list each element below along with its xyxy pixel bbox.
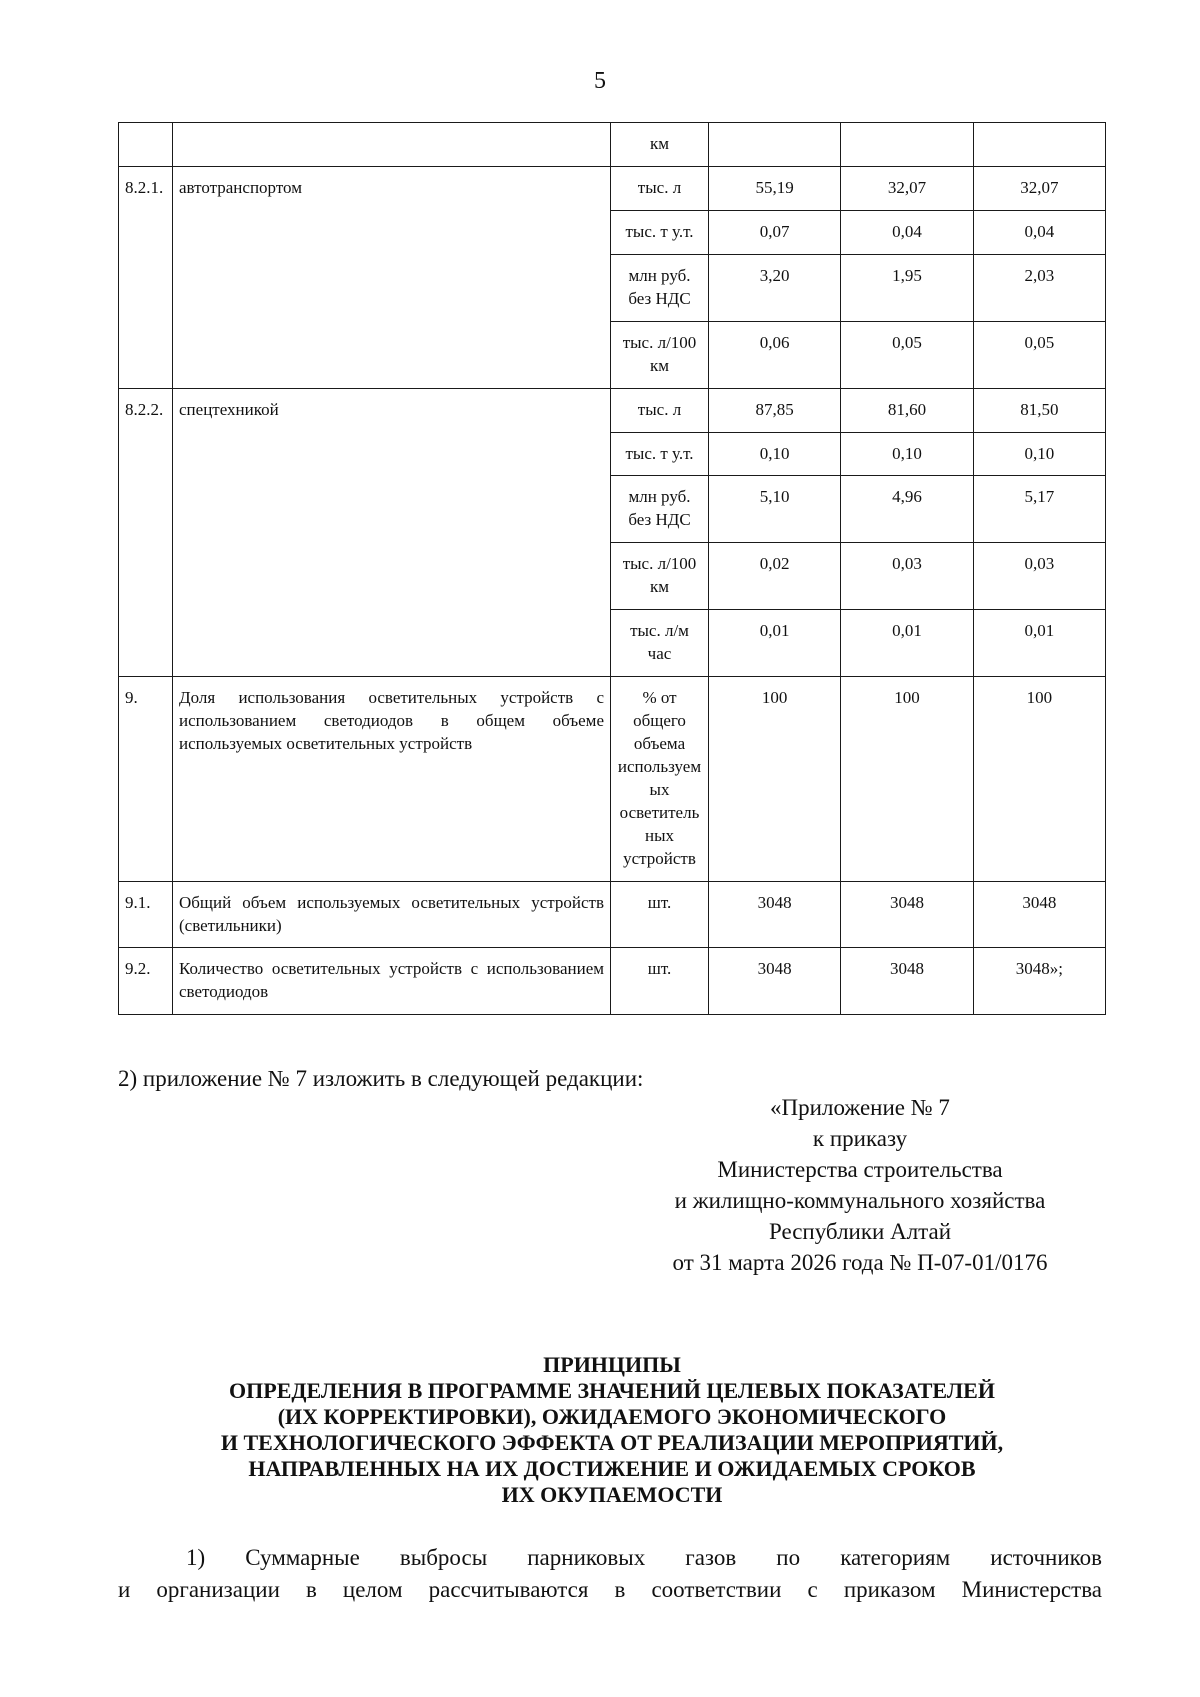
table-row: [119, 166, 1106, 210]
value-cell: 0,04: [841, 210, 973, 254]
indicator-name-cell: Количество осветительных устройств с использованием светодиодов: [173, 948, 611, 1015]
unit-cell: млн руб. без НДС: [611, 254, 709, 321]
page-number: 5: [594, 68, 606, 94]
unit-cell: тыс. л/м час: [611, 610, 709, 677]
unit-cell: шт.: [611, 948, 709, 1015]
paragraph-line: 1) Суммарные выбросы парниковых газов по категориям источников: [186, 1545, 1102, 1570]
indicators-table-body: [119, 123, 1106, 1015]
amendment-text: 2) приложение № 7 изложить в следующей редакции:: [118, 1066, 644, 1091]
paragraph-line: и организации в целом рассчитываются в соответствии с приказом Министерства: [118, 1577, 1102, 1602]
row-number-cell: 8.2.1.: [119, 166, 173, 388]
appendix-line: «Приложение № 7: [770, 1095, 950, 1120]
value-cell: [973, 123, 1105, 167]
value-cell: 3048: [841, 881, 973, 948]
unit-cell: шт.: [611, 881, 709, 948]
value-cell: 4,96: [841, 476, 973, 543]
value-cell: 0,01: [709, 610, 841, 677]
value-cell: 81,50: [973, 388, 1105, 432]
unit-cell: тыс. л: [611, 388, 709, 432]
value-cell: 0,03: [841, 543, 973, 610]
unit-cell: тыс. л/100 км: [611, 543, 709, 610]
unit-cell: тыс. л: [611, 166, 709, 210]
row-number-cell: 9.1.: [119, 881, 173, 948]
table-row: [119, 948, 1106, 1015]
value-cell: 55,19: [709, 166, 841, 210]
row-number-cell: 8.2.2.: [119, 388, 173, 677]
value-cell: 5,10: [709, 476, 841, 543]
unit-cell: тыс. т у.т.: [611, 432, 709, 476]
value-cell: 0,05: [973, 321, 1105, 388]
title-line: ПРИНЦИПЫ: [543, 1352, 681, 1377]
value-cell: 2,03: [973, 254, 1105, 321]
appendix-line: Республики Алтай: [768, 1219, 952, 1244]
value-cell: 0,10: [973, 432, 1105, 476]
value-cell: 5,17: [973, 476, 1105, 543]
row-number-cell: 9.2.: [119, 948, 173, 1015]
document-title: [118, 1352, 1106, 1508]
row-number-cell: 9.: [119, 677, 173, 882]
unit-cell: тыс. т у.т.: [611, 210, 709, 254]
value-cell: 0,01: [973, 610, 1105, 677]
table-row: [119, 388, 1106, 432]
value-cell: 81,60: [841, 388, 973, 432]
unit-cell: тыс. л/100 км: [611, 321, 709, 388]
body-paragraph: [118, 1542, 1102, 1606]
unit-cell: % от общего объема используем ых осветитель ных устройств: [611, 677, 709, 882]
value-cell: 1,95: [841, 254, 973, 321]
title-line: И ТЕХНОЛОГИЧЕСКОГО ЭФФЕКТА ОТ РЕАЛИЗАЦИИ МЕРОПРИЯТИЙ,: [220, 1430, 1004, 1455]
table-row: [119, 677, 1106, 882]
value-cell: 3048: [709, 881, 841, 948]
indicator-name-cell: [173, 123, 611, 167]
appendix-line: и жилищно-коммунального хозяйства: [674, 1188, 1046, 1213]
row-number-cell: [119, 123, 173, 167]
value-cell: 0,01: [841, 610, 973, 677]
unit-cell: млн руб. без НДС: [611, 476, 709, 543]
value-cell: 3048: [973, 881, 1105, 948]
appendix-line: от 31 марта 2026 года № П-07-01/0176: [672, 1250, 1048, 1275]
value-cell: 0,04: [973, 210, 1105, 254]
value-cell: 0,03: [973, 543, 1105, 610]
appendix-header: [600, 1092, 1120, 1278]
value-cell: 0,06: [709, 321, 841, 388]
indicator-name-cell: автотранспортом: [173, 166, 611, 388]
indicator-name-cell: Доля использования осветительных устройств с использованием светодиодов в общем объеме используемых осветительных устройств: [173, 677, 611, 882]
title-line: ИХ ОКУПАЕМОСТИ: [501, 1482, 723, 1507]
value-cell: 0,07: [709, 210, 841, 254]
value-cell: 3048: [709, 948, 841, 1015]
value-cell: 3,20: [709, 254, 841, 321]
value-cell: 0,02: [709, 543, 841, 610]
indicators-table: [118, 122, 1106, 1015]
appendix-line: Министерства строительства: [717, 1157, 1003, 1182]
value-cell: 100: [709, 677, 841, 882]
appendix-line: к приказу: [812, 1126, 908, 1151]
value-cell: 3048: [841, 948, 973, 1015]
title-line: ОПРЕДЕЛЕНИЯ В ПРОГРАММЕ ЗНАЧЕНИЙ ЦЕЛЕВЫХ ПОКАЗАТЕЛЕЙ: [229, 1378, 995, 1403]
value-cell: 3048»;: [973, 948, 1105, 1015]
title-line: НАПРАВЛЕННЫХ НА ИХ ДОСТИЖЕНИЕ И ОЖИДАЕМЫХ СРОКОВ: [248, 1456, 976, 1481]
indicator-name-cell: спецтехникой: [173, 388, 611, 677]
table-row: [119, 123, 1106, 167]
title-line: (ИХ КОРРЕКТИРОВКИ), ОЖИДАЕМОГО ЭКОНОМИЧЕСКОГО: [277, 1404, 947, 1429]
value-cell: 32,07: [973, 166, 1105, 210]
value-cell: 100: [841, 677, 973, 882]
table-row: [119, 881, 1106, 948]
value-cell: 0,10: [841, 432, 973, 476]
indicator-name-cell: Общий объем используемых осветительных устройств (светильники): [173, 881, 611, 948]
value-cell: 87,85: [709, 388, 841, 432]
value-cell: [709, 123, 841, 167]
value-cell: 0,05: [841, 321, 973, 388]
unit-cell: км: [611, 123, 709, 167]
value-cell: 0,10: [709, 432, 841, 476]
value-cell: 100: [973, 677, 1105, 882]
value-cell: [841, 123, 973, 167]
value-cell: 32,07: [841, 166, 973, 210]
